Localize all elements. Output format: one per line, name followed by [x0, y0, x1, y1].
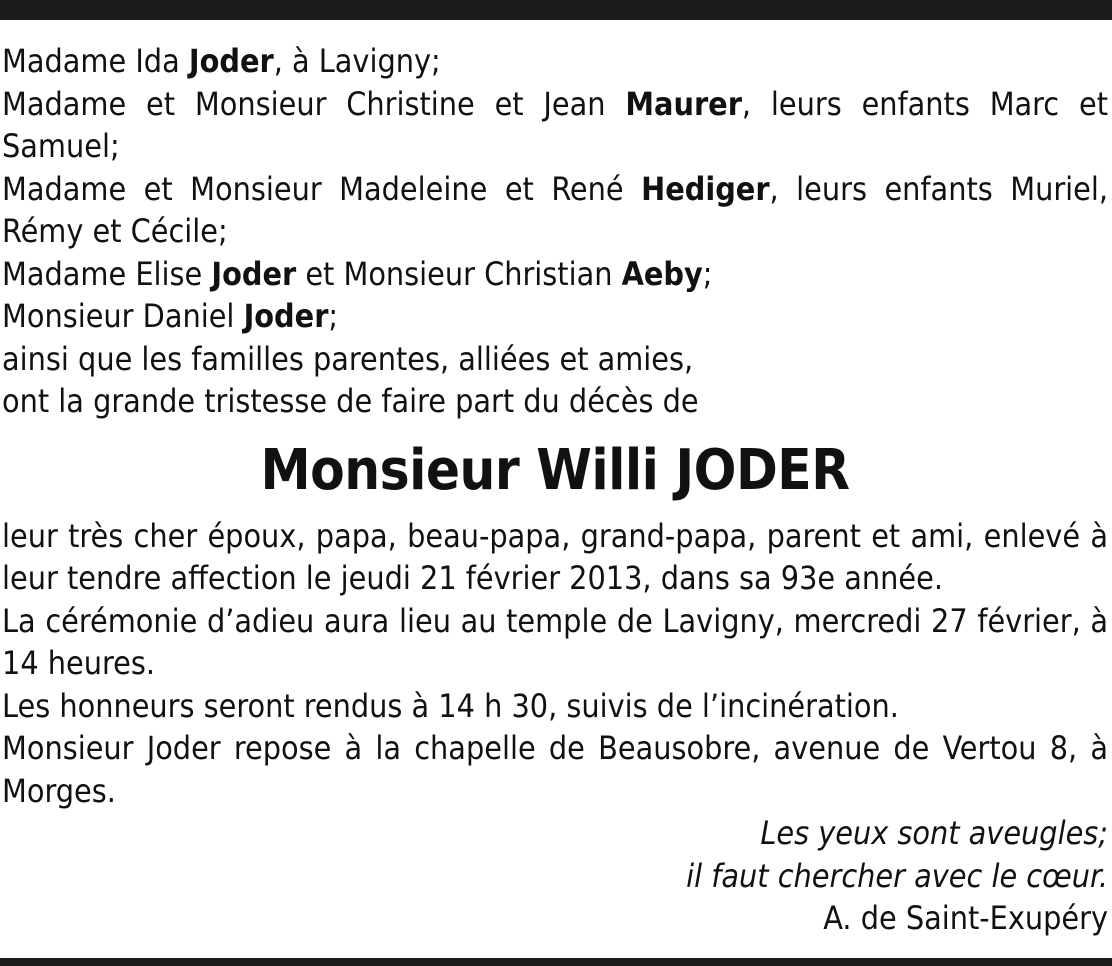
intro-line-2: ont la grande tristesse de faire part du décès de: [2, 382, 699, 420]
family-surname: Joder: [188, 42, 274, 80]
family-surname: Maurer: [625, 84, 742, 123]
top-border-rule: [0, 0, 1112, 20]
quote-line-1: Les yeux sont aveugles;: [760, 814, 1108, 852]
deceased-name-heading: Monsieur Willi JODER: [260, 437, 850, 503]
body-paragraph-2: La cérémonie d’adieu aura lieu au temple de Lavigny, mercredi 27 février, à 14 heures.: [2, 601, 1108, 682]
family-line-2: Madame et Monsieur Christine et Jean Maurer, leurs enfants Marc et Samuel;: [2, 84, 1109, 165]
family-line-3: Madame et Monsieur Madeleine et René Hediger, leurs enfants Muriel, Rémy et Cécile;: [2, 169, 1109, 250]
quote-line-2: il faut chercher avec le cœur.: [686, 856, 1108, 895]
body-paragraph-1: leur très cher époux, papa, beau-papa, grand-papa, parent et ami, enlevé à leur tendre affection le jeudi 21 février 2013, dans sa 93e année.: [2, 516, 1108, 597]
family-surname: Aeby: [621, 254, 703, 293]
family-line-5: Monsieur Daniel Joder;: [2, 297, 339, 335]
family-line-4: Madame Elise Joder et Monsieur Christian Aeby;: [2, 254, 713, 293]
death-notice: [2, 40, 1108, 940]
body-paragraph-3: Les honneurs seront rendus à 14 h 30, suivis de l’incinération.: [2, 686, 899, 725]
family-surname: Joder: [243, 297, 329, 335]
body-paragraph-4: Monsieur Joder repose à la chapelle de Beausobre, avenue de Vertou 8, à Morges.: [2, 729, 1108, 810]
bottom-border-rule: [0, 958, 1112, 966]
family-line-1: Madame Ida Joder, à Lavigny;: [2, 42, 441, 80]
family-surname: Joder: [211, 254, 297, 293]
family-surname: Hediger: [641, 169, 770, 208]
closing-quote: [2, 812, 1108, 940]
quote-author: A. de Saint-Exupéry: [823, 899, 1108, 937]
intro-line-1: ainsi que les familles parentes, alliées et amies,: [2, 339, 694, 378]
